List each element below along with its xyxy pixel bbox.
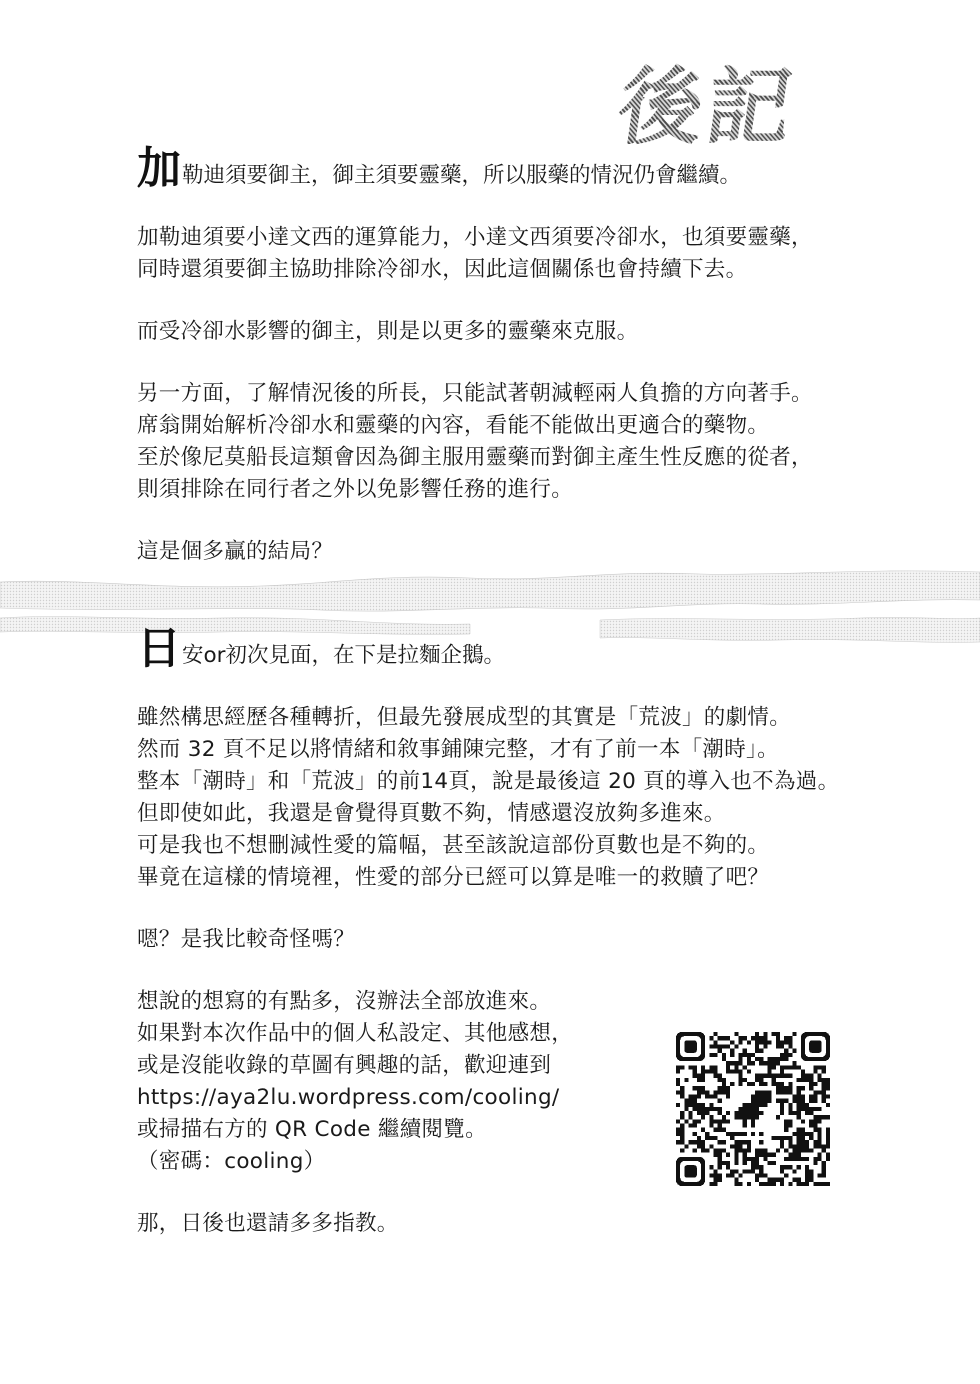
paragraph bbox=[137, 702, 877, 894]
text-line: 則須排除在同行者之外以免影響任務的進行。 bbox=[137, 477, 574, 502]
section-1 bbox=[137, 143, 877, 598]
text-line: 這是個多贏的結局？ bbox=[137, 539, 334, 564]
opening-line-text: 安or初次見面，在下是拉麵企鵝。 bbox=[182, 643, 505, 668]
text-line: 如果對本次作品中的個人私設定、其他感想， bbox=[137, 1021, 574, 1046]
page-title: 後記 bbox=[611, 40, 804, 161]
text-line: 席翁開始解析冷卻水和靈藥的內容，看能不能做出更適合的藥物。 bbox=[137, 413, 770, 438]
text-line: 或是沒能收錄的草圖有興趣的話，歡迎連到 bbox=[137, 1053, 552, 1078]
paragraph bbox=[137, 924, 877, 956]
paragraph bbox=[137, 316, 877, 348]
drop-cap: 加 bbox=[137, 143, 181, 194]
section-2-opening-line bbox=[137, 623, 877, 674]
url-link[interactable]: https://aya2lu.wordpress.com/cooling/ bbox=[137, 1085, 560, 1110]
text-line: 同時還須要御主協助排除冷卻水，因此這個關係也會持續下去。 bbox=[137, 257, 748, 282]
paragraph bbox=[137, 222, 877, 286]
text-line: 然而 32 頁不足以將情緒和敘事鋪陳完整，才有了前一本「潮時」。 bbox=[137, 737, 779, 762]
text-line: 嗯？是我比較奇怪嗎？ bbox=[137, 927, 356, 952]
paragraph bbox=[137, 1208, 877, 1240]
text-line: 想說的想寫的有點多，沒辦法全部放進來。 bbox=[137, 989, 552, 1014]
text-line: 雖然構思經歷各種轉折，但最先發展成型的其實是「荒波」的劇情。 bbox=[137, 705, 792, 730]
paragraph bbox=[137, 378, 877, 506]
text-line: 可是我也不想刪減性愛的篇幅，甚至該說這部份頁數也是不夠的。 bbox=[137, 833, 770, 858]
text-line: 但即使如此，我還是會覺得頁數不夠，情感還沒放夠多進來。 bbox=[137, 801, 726, 826]
drop-cap: 日 bbox=[137, 623, 181, 674]
text-line: 或掃描右方的 QR Code 繼續閱覽。 bbox=[137, 1117, 487, 1142]
text-line: 而受冷卻水影響的御主，則是以更多的靈藥來克服。 bbox=[137, 319, 639, 344]
password-line: （密碼：cooling） bbox=[137, 1149, 326, 1174]
text-line: 加勒迪須要小達文西的運算能力，小達文西須要冷卻水，也須要靈藥， bbox=[137, 225, 813, 250]
section-1-opening-line bbox=[137, 143, 877, 194]
text-line: 整本「潮時」和「荒波」的前14頁，說是最後這 20 頁的導入也不為過。 bbox=[137, 769, 840, 794]
text-line: 那，日後也還請多多指教。 bbox=[137, 1211, 399, 1236]
qr-code-icon[interactable] bbox=[676, 1032, 830, 1186]
text-line: 畢竟在這樣的情境裡，性愛的部分已經可以算是唯一的救贖了吧？ bbox=[137, 865, 770, 890]
text-line: 另一方面，了解情況後的所長，只能試著朝減輕兩人負擔的方向著手。 bbox=[137, 381, 813, 406]
opening-line-text: 勒迪須要御主，御主須要靈藥，所以服藥的情況仍會繼續。 bbox=[182, 163, 742, 188]
text-line: 至於像尼莫船長這類會因為御主服用靈藥而對御主產生性反應的從者， bbox=[137, 445, 813, 470]
